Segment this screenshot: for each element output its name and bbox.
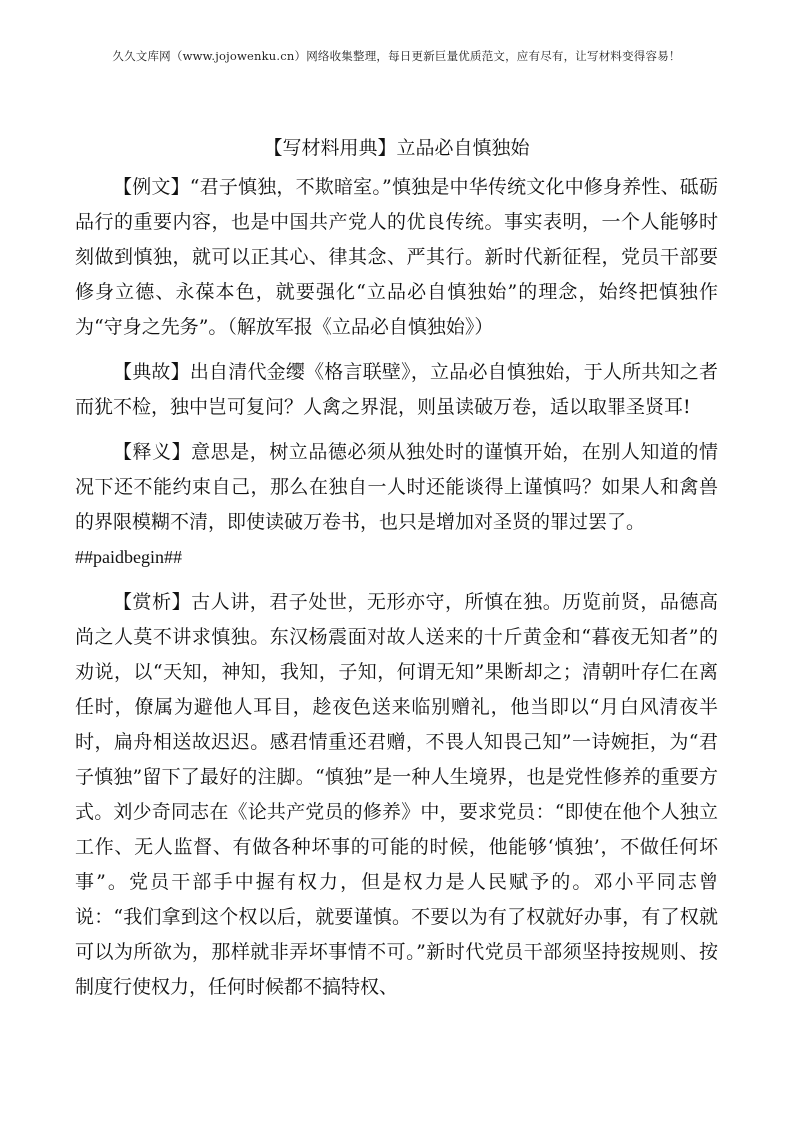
document-body <box>75 170 718 1005</box>
paragraph-allusion <box>75 355 718 425</box>
paragraph-text: 出自清代金缨《格言联壁》，立品必自慎独始，于人所共知之者而犹不检，独中岂可复问？人禽之界混，则虽读破万卷，适以取罪圣贤耳! <box>75 361 718 418</box>
paragraph-text: “君子慎独，不欺暗室。”慎独是中华传统文化中修身养性、砥砺品行的重要内容，也是中国共产党人的优良传统。事实表明，一个人能够时刻做到慎独，就可以正其心、律其念、严其行。新时代新征程，党员干部要修身立德、永葆本色，就要强化“立品必自慎独始”的理念，始终把慎独作为“守身之先务”。（解放军报《立品必自慎独始》） <box>75 176 718 338</box>
paragraph-text: 古人讲，君子处世，无形亦守，所慎在独。历览前贤，品德高尚之人莫不讲求慎独。东汉杨震面对故人送来的十斤黄金和“暮夜无知者”的劝说，以“天知，神知，我知，子知，何谓无知”果断却之；清朝叶存仁在离任时，僚属为避他人耳目，趁夜色送来临别赠礼，他当即以“月白风清夜半时，扁舟相送故迟迟。感君情重还君赠，不畏人知畏己知”一诗婉拒，为“君子慎独”留下了最好的注脚。“慎独”是一种人生境界，也是党性修养的重要方式。刘少奇同志在《论共产党员的修养》中，要求党员：“即使在他个人独立工作、无人监督、有做各种坏事的可能的时候，他能够‘慎独’，不做任何坏事”。党员干部手中握有权力，但是权力是人民赋予的。邓小平同志曾说：“我们拿到这个权以后，就要谨慎。不要以为有了权就好办事，有了权就可以为所欲为，那样就非弄坏事情不可。”新时代党员干部须坚持按规则、按制度行使权力，任何时候都不搞特权、 <box>75 591 718 998</box>
paragraph-tag: 【典故】 <box>113 361 190 383</box>
paragraph-tag: 【释义】 <box>113 441 192 463</box>
paragraph-tag: 【例文】 <box>113 176 190 198</box>
page-header: 久久文库网（www.jojowenku.cn）网络收集整理，每日更新巨量优质范文，应有尽有，让写材料变得容易！ <box>112 49 681 63</box>
paragraph-text: 意思是，树立品德必须从独处时的谨慎开始，在别人知道的情况下还不能约束自己，那么在独自一人时还能谈得上谨慎吗？如果人和禽兽的界限模糊不清，即使读破万卷书，也只是增加对圣贤的罪过罢了。 <box>75 441 718 533</box>
paragraph-example <box>75 170 718 345</box>
paragraph-interpretation <box>75 435 718 575</box>
paid-begin-marker: ##paidbegin## <box>75 547 182 567</box>
document-title: 【写材料用典】立品必自慎独始 <box>263 137 530 159</box>
paragraph-tag: 【赏析】 <box>113 591 192 613</box>
paragraph-appreciation <box>75 585 718 1005</box>
